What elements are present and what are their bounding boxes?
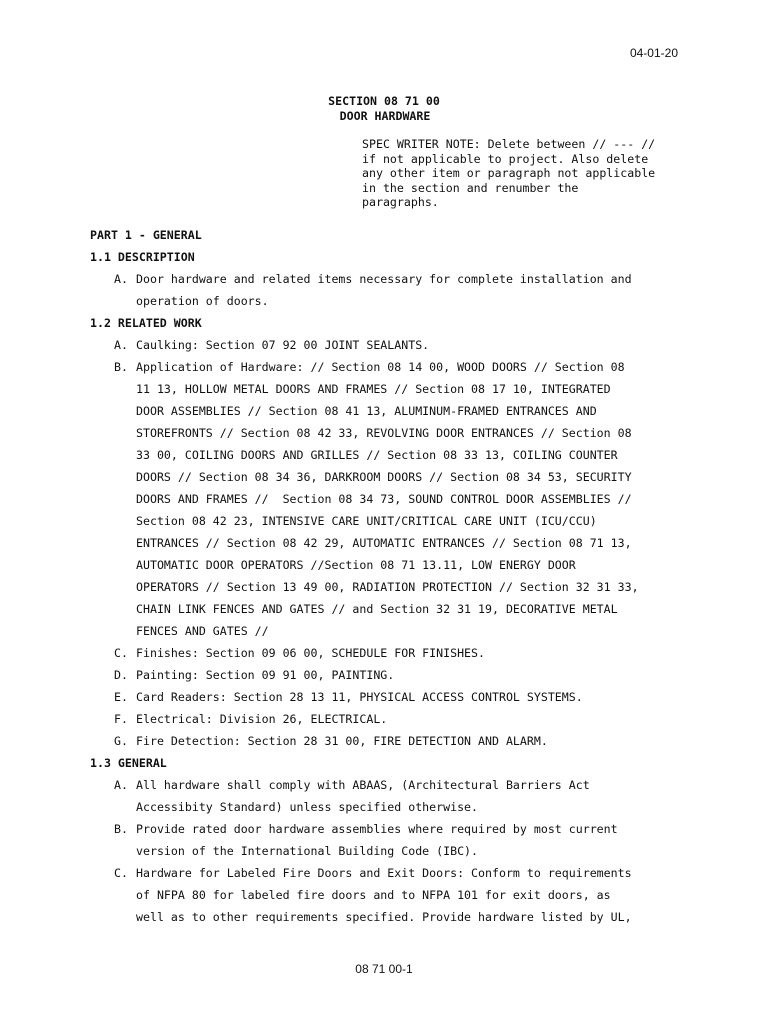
subsection-heading-description: 1.1 DESCRIPTION [90,250,195,264]
note-line: paragraphs. [362,195,439,210]
section-title-block [0,94,768,123]
item-text: of NFPA 80 for labeled fire doors and to NFPA 101 for exit doors, as [136,888,611,902]
item-label: A. [114,338,128,352]
item-text: Fire Detection: Section 28 31 00, FIRE DETECTION AND ALARM. [136,734,548,748]
item-label: C. [114,866,128,880]
list-item-continuation [90,422,690,444]
item-text: STOREFRONTS // Section 08 42 33, REVOLVING DOOR ENTRANCES // Section 08 [136,426,632,440]
list-item-continuation [90,840,690,862]
list-item [90,862,690,884]
item-text: DOORS AND FRAMES // Section 08 34 73, SOUND CONTROL DOOR ASSEMBLIES // [136,492,632,506]
document-body [90,224,690,928]
item-text: CHAIN LINK FENCES AND GATES // and Section 32 31 19, DECORATIVE METAL [136,602,618,616]
item-text: FENCES AND GATES // [136,624,269,638]
list-item [90,730,690,752]
list-item-continuation [90,620,690,642]
list-item-continuation [90,598,690,620]
list-item-continuation [90,532,690,554]
list-item [90,642,690,664]
section-title: DOOR HARDWARE [339,108,431,123]
item-label: A. [114,778,128,792]
list-item-continuation [90,796,690,818]
item-text: well as to other requirements specified. Provide hardware listed by UL, [136,910,632,924]
revision-date: 04-01-20 [629,46,678,60]
list-item [90,686,690,708]
list-item-continuation [90,400,690,422]
subsection-heading-related-work: 1.2 RELATED WORK [90,316,202,330]
list-item [90,664,690,686]
item-text: version of the International Building Code (IBC). [136,844,479,858]
list-item-continuation [90,510,690,532]
item-text: Accessibity Standard) unless specified otherwise. [136,800,479,814]
page-number: 08 71 00-1 [355,962,413,976]
item-text: All hardware shall comply with ABAAS, (Architectural Barriers Act [136,778,590,792]
item-text: Provide rated door hardware assemblies where required by most current [136,822,618,836]
item-text: Section 08 42 23, INTENSIVE CARE UNIT/CRITICAL CARE UNIT (ICU/CCU) [136,514,597,528]
item-text: 11 13, HOLLOW METAL DOORS AND FRAMES // Section 08 17 10, INTEGRATED [136,382,611,396]
list-item-continuation [90,576,690,598]
note-line: if not applicable to project. Also delete [362,151,649,166]
list-item [90,356,690,378]
item-label: B. [114,822,128,836]
list-item-continuation [90,554,690,576]
item-text: 33 00, COILING DOORS AND GRILLES // Section 08 33 13, COILING COUNTER [136,448,618,462]
list-item-continuation [90,378,690,400]
subsection-heading-general: 1.3 GENERAL [90,756,167,770]
item-label: F. [114,712,128,726]
list-item-continuation [90,466,690,488]
list-item [90,818,690,840]
list-item-continuation [90,444,690,466]
item-text: Card Readers: Section 28 13 11, PHYSICAL ACCESS CONTROL SYSTEMS. [136,690,583,704]
item-text: DOOR ASSEMBLIES // Section 08 41 13, ALUMINUM-FRAMED ENTRANCES AND [136,404,597,418]
list-item [90,268,690,290]
item-label: B. [114,360,128,374]
list-item [90,708,690,730]
item-text: OPERATORS // Section 13 49 00, RADIATION PROTECTION // Section 32 31 33, [136,580,639,594]
list-item-continuation [90,906,690,928]
item-label: C. [114,646,128,660]
section-number: SECTION 08 71 00 [328,94,440,108]
item-text: AUTOMATIC DOOR OPERATORS //Section 08 71 13.11, LOW ENERGY DOOR [136,558,576,572]
note-line: in the section and renumber the [362,180,579,195]
list-item [90,334,690,356]
item-label: A. [114,272,128,286]
item-text: operation of doors. [136,294,269,308]
list-item [90,774,690,796]
item-text: Application of Hardware: // Section 08 14 00, WOOD DOORS // Section 08 [136,360,625,374]
list-item-continuation [90,290,690,312]
item-label: E. [114,690,128,704]
spec-writer-note [362,137,692,210]
item-label: D. [114,668,128,682]
note-line: SPEC WRITER NOTE: Delete between // --- // [362,137,656,151]
item-text: Caulking: Section 07 92 00 JOINT SEALANTS. [136,338,430,352]
note-line: any other item or paragraph not applicable [362,166,656,181]
list-item-continuation [90,488,690,510]
item-text: Hardware for Labeled Fire Doors and Exit Doors: Conform to requirements [136,866,632,880]
item-text: Door hardware and related items necessary for complete installation and [136,272,632,286]
item-label: G. [114,734,128,748]
item-text: ENTRANCES // Section 08 42 29, AUTOMATIC ENTRANCES // Section 08 71 13, [136,536,632,550]
item-text: Finishes: Section 09 06 00, SCHEDULE FOR FINISHES. [136,646,486,660]
list-item-continuation [90,884,690,906]
item-text: Painting: Section 09 91 00, PAINTING. [136,668,395,682]
item-text: DOORS // Section 08 34 36, DARKROOM DOORS // Section 08 34 53, SECURITY [136,470,632,484]
part-heading: PART 1 - GENERAL [90,228,202,242]
item-text: Electrical: Division 26, ELECTRICAL. [136,712,388,726]
